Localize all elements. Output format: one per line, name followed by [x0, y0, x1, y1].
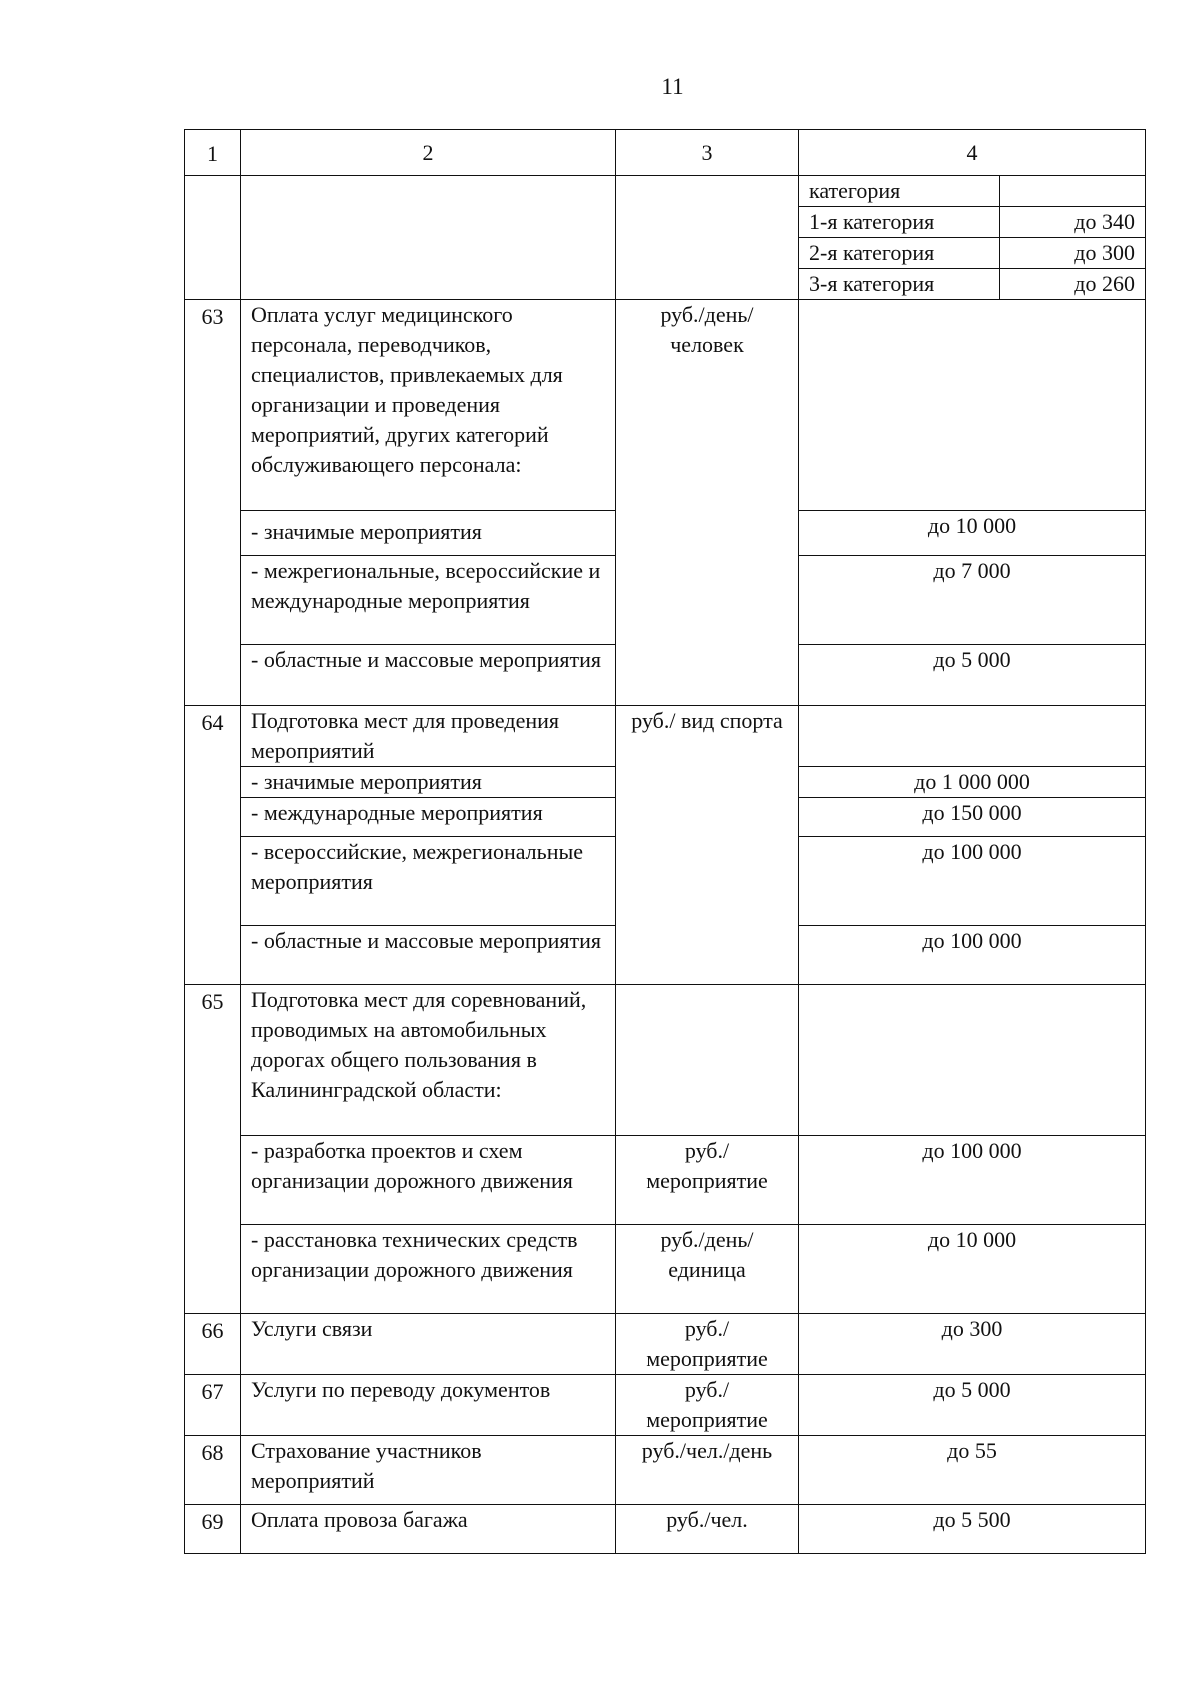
item-value: до 300 — [799, 1314, 1146, 1375]
header-col-1: 1 — [185, 130, 241, 176]
item-title: Оплата услуг медицинского персонала, переводчиков, специалистов, привлекаемых для организации и проведения мероприятий, других категорий обслуживающего персонала: — [241, 300, 616, 511]
table-row — [185, 1505, 1146, 1554]
category-label: 2-я категория — [799, 238, 1000, 269]
row-number: 64 — [185, 706, 241, 985]
header-col-2: 2 — [241, 130, 616, 176]
item-label: - разработка проектов и схем организации дорожного движения — [241, 1136, 616, 1225]
category-value: до 260 — [1074, 271, 1135, 296]
category-label: 3-я категория — [799, 269, 1000, 300]
category-label: 1-я категория — [799, 207, 1000, 238]
item-label: - международные мероприятия — [241, 798, 616, 837]
item-title: Подготовка мест для соревнований, проводимых на автомобильных дорогах общего пользования в Калининградской области: — [241, 985, 616, 1136]
table-row — [185, 1436, 1146, 1505]
table-row — [185, 706, 1146, 767]
category-cell — [799, 176, 1146, 300]
table-row — [185, 1225, 1146, 1314]
item-value: до 100 000 — [799, 926, 1146, 985]
item-value: до 10 000 — [799, 1225, 1146, 1314]
item-value: до 10 000 — [799, 511, 1146, 556]
table-row — [185, 176, 1146, 300]
item-label: - областные и массовые мероприятия — [241, 926, 616, 985]
item-value: до 5 000 — [799, 1375, 1146, 1436]
table-row — [185, 985, 1146, 1136]
table-row — [185, 1314, 1146, 1375]
item-unit: руб./чел. — [616, 1505, 799, 1554]
item-value: до 7 000 — [799, 556, 1146, 645]
item-value: до 55 — [799, 1436, 1146, 1505]
row-number: 67 — [185, 1375, 241, 1436]
item-unit: руб./день/ единица — [616, 1225, 799, 1314]
category-subtable — [799, 176, 1145, 299]
category-label: категория — [799, 176, 1000, 207]
tariff-table — [184, 129, 1146, 1554]
item-title: Оплата провоза багажа — [241, 1505, 616, 1554]
item-title: Страхование участников мероприятий — [241, 1436, 616, 1505]
item-label: - областные и массовые мероприятия — [241, 645, 616, 706]
page-number: 11 — [661, 74, 684, 99]
item-value: до 5 500 — [799, 1505, 1146, 1554]
item-unit: руб./ мероприятие — [616, 1136, 799, 1225]
row-number: 63 — [185, 300, 241, 706]
item-label: - расстановка технических средств организации дорожного движения — [241, 1225, 616, 1314]
item-label: - межрегиональные, всероссийские и международные мероприятия — [241, 556, 616, 645]
row-number: 66 — [185, 1314, 241, 1375]
item-unit: руб./ мероприятие — [616, 1375, 799, 1436]
item-value: до 5 000 — [799, 645, 1146, 706]
row-number: 68 — [185, 1436, 241, 1505]
item-value: до 1 000 000 — [799, 767, 1146, 798]
item-value: до 150 000 — [799, 798, 1146, 837]
table-row — [185, 300, 1146, 511]
header-col-3: 3 — [616, 130, 799, 176]
item-label: - значимые мероприятия — [241, 767, 616, 798]
item-label: - всероссийские, межрегиональные мероприятия — [241, 837, 616, 926]
table-row — [185, 1136, 1146, 1225]
header-row — [185, 130, 1146, 176]
item-label: - значимые мероприятия — [241, 511, 616, 556]
item-unit: руб./день/ человек — [616, 300, 799, 706]
table-row — [185, 1375, 1146, 1436]
item-unit: руб./ вид спорта — [616, 706, 799, 985]
item-value: до 100 000 — [799, 837, 1146, 926]
item-title: Услуги связи — [241, 1314, 616, 1375]
row-number: 65 — [185, 985, 241, 1314]
row-number: 69 — [185, 1505, 241, 1554]
item-value: до 100 000 — [799, 1136, 1146, 1225]
category-value: до 300 — [1000, 238, 1146, 269]
header-col-4: 4 — [799, 130, 1146, 176]
category-value — [1000, 176, 1146, 207]
item-unit: руб./ мероприятие — [616, 1314, 799, 1375]
item-title: Услуги по переводу документов — [241, 1375, 616, 1436]
item-unit: руб./чел./день — [616, 1436, 799, 1505]
category-value: до 340 — [1000, 207, 1146, 238]
item-title: Подготовка мест для проведения мероприятий — [241, 706, 616, 767]
